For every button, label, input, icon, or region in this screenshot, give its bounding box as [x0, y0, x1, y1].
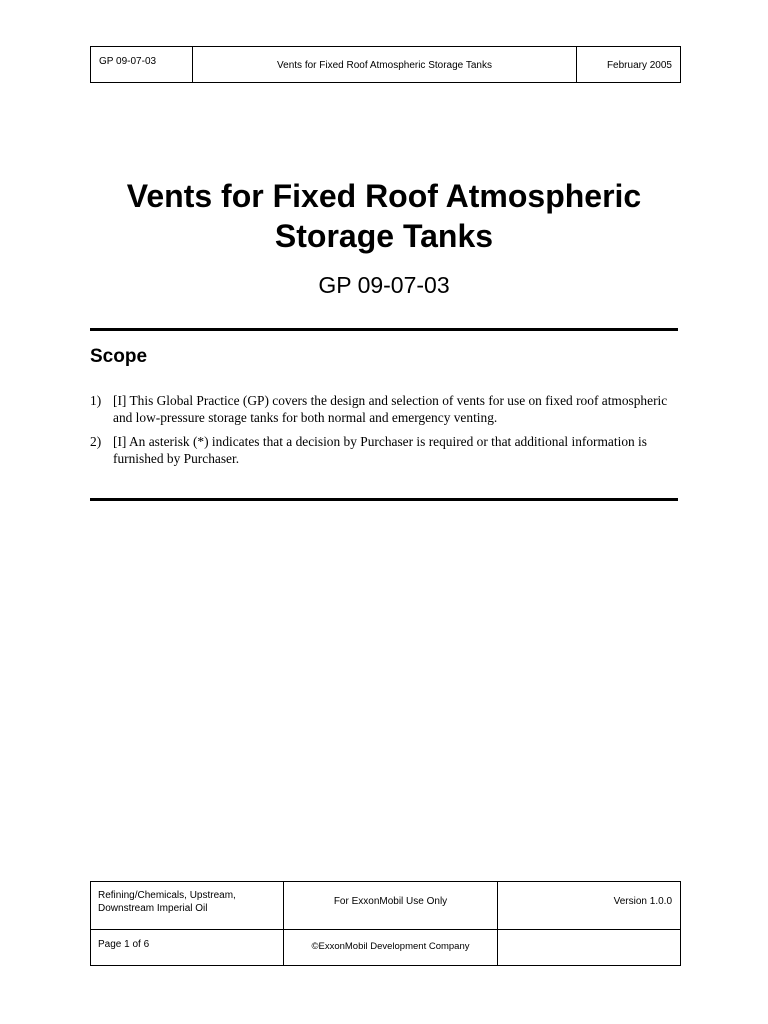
footer-empty-cell [498, 930, 680, 965]
document-code: GP 09-07-03 [318, 272, 450, 298]
footer-usage: For ExxonMobil Use Only [284, 882, 498, 929]
footer-org-line2: Downstream Imperial Oil [98, 903, 208, 914]
header-doc-title: Vents for Fixed Roof Atmospheric Storage Tanks [193, 47, 577, 82]
top-divider [90, 328, 678, 331]
footer-version: Version 1.0.0 [613, 896, 672, 907]
header-date: February 2005 [606, 60, 672, 71]
scope-heading: Scope [90, 346, 148, 367]
footer-row [91, 930, 680, 965]
scope-item-text: [I] An asterisk (*) indicates that a decision by Purchaser is required or that additional information is furnished by Purchaser. [113, 434, 647, 466]
scope-item-number: 2) [90, 434, 102, 449]
scope-item [90, 392, 680, 426]
scope-list [90, 392, 680, 474]
copyright-icon: © [311, 941, 319, 952]
footer-page-number: Page 1 of 6 [91, 930, 284, 965]
header-doc-code: GP 09-07-03 [91, 47, 193, 82]
document-title-line2: Storage Tanks [274, 218, 494, 254]
footer-copyright-text: ExxonMobil Development Company [318, 941, 470, 952]
document-title-line1: Vents for Fixed Roof Atmospheric [126, 178, 642, 214]
header-table [90, 46, 681, 83]
footer-org-line1: Refining/Chemicals, Upstream, [98, 890, 236, 901]
scope-item-number: 1) [90, 393, 102, 408]
footer-organization [91, 882, 284, 929]
footer-table [90, 881, 681, 966]
scope-item [90, 433, 680, 467]
footer-copyright [284, 930, 498, 965]
bottom-divider [90, 498, 678, 501]
footer-row [91, 882, 680, 930]
scope-item-text: [I] This Global Practice (GP) covers the design and selection of vents for use on fixed roof atmospheric and low-pressure storage tanks for both normal and emergency venting. [113, 393, 668, 425]
document-title [90, 176, 678, 256]
